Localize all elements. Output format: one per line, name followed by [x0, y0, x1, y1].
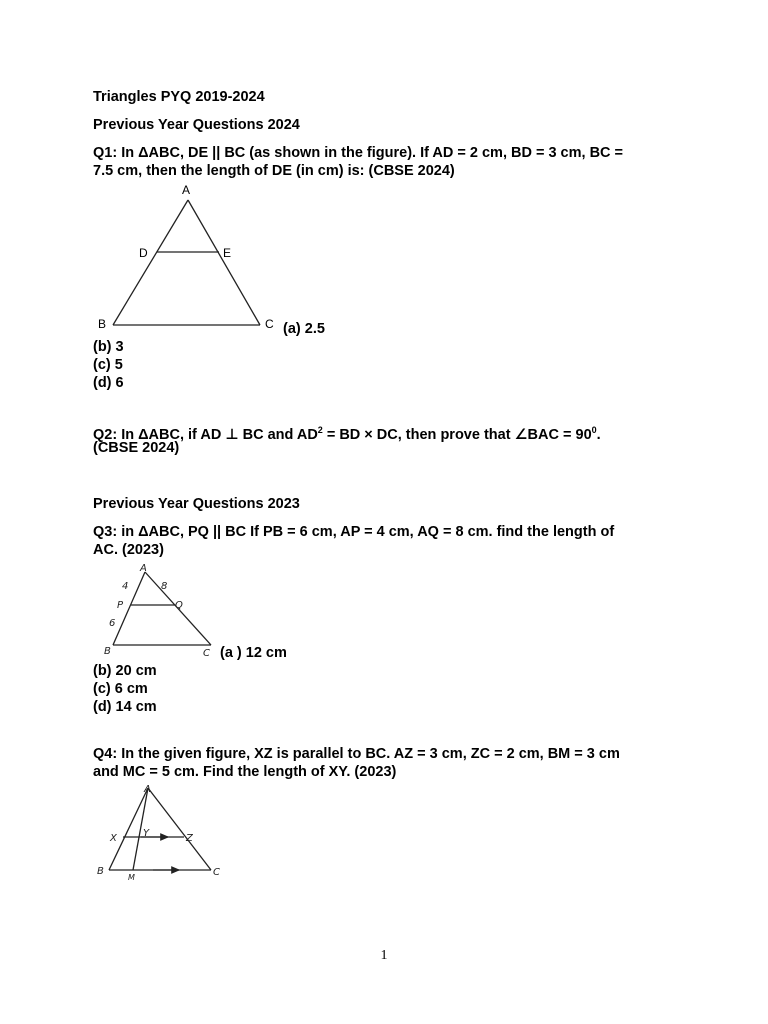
q2-text-part2: = BD × DC, then prove that ∠BAC = 90	[322, 426, 592, 443]
q4-label-c: C	[213, 867, 220, 878]
q3-text-line1: Q3: in ΔABC, PQ || BC If PB = 6 cm, AP = 4 cm, AQ = 8 cm. find the length of	[93, 524, 615, 540]
q4-text-line1: Q4: In the given figure, XZ is parallel to BC. AZ = 3 cm, ZC = 2 cm, BM = 3 cm	[93, 746, 620, 762]
q1-label-b: B	[98, 317, 107, 331]
q2-text-part1: Q2: In ΔABC, if AD ⊥ BC and AD	[93, 426, 318, 443]
q3-label-8: 8	[161, 581, 168, 592]
q2-text-part3: .	[596, 426, 601, 443]
q1-label-a: A	[182, 183, 191, 197]
q3-label-p: P	[117, 600, 124, 611]
q3-label-q: Q	[175, 600, 183, 611]
section-heading-2023: Previous Year Questions 2023	[93, 496, 300, 512]
q1-label-e: E	[223, 246, 232, 260]
q3-label-4: 4	[122, 581, 129, 592]
q4-label-m: M	[128, 873, 135, 880]
q4-text-line2: and MC = 5 cm. Find the length of XY. (2023)	[93, 764, 397, 780]
q4-label-b: B	[97, 866, 104, 877]
q3-label-a: A	[140, 563, 147, 574]
q1-text-line2: 7.5 cm, then the length of DE (in cm) is: (CBSE 2024)	[93, 163, 455, 179]
q2-text-line2: (CBSE 2024)	[93, 440, 180, 456]
q2-degree: 0	[591, 425, 597, 435]
page-number: 1	[380, 948, 388, 963]
q1-option-a: (a) 2.5	[283, 321, 325, 337]
section-heading-2024: Previous Year Questions 2024	[93, 117, 300, 133]
q1-text-line1: Q1: In ΔABC, DE || BC (as shown in the figure). If AD = 2 cm, BD = 3 cm, BC =	[93, 145, 624, 161]
q3-label-c: C	[203, 648, 210, 659]
q1-option-d: (d) 6	[93, 375, 124, 391]
q3-option-c: (c) 6 cm	[93, 681, 148, 697]
q1-option-c: (c) 5	[93, 357, 123, 373]
q4-label-y: Y	[143, 828, 150, 839]
q3-option-d: (d) 14 cm	[93, 699, 157, 715]
q4-label-x: X	[110, 833, 117, 844]
q1-option-b: (b) 3	[93, 339, 124, 355]
q3-label-b: B	[104, 646, 111, 657]
q3-label-6: 6	[109, 618, 116, 629]
q3-option-b: (b) 20 cm	[93, 663, 157, 679]
q3-figure	[93, 560, 223, 660]
q4-label-a: A	[144, 784, 151, 795]
q4-label-z: Z	[186, 833, 193, 844]
q2-superscript: 2	[317, 425, 323, 435]
q1-label-c: C	[265, 317, 274, 331]
document-title: Triangles PYQ 2019-2024	[93, 89, 265, 105]
q1-label-d: D	[139, 246, 148, 260]
q1-figure	[93, 180, 293, 338]
q3-text-line2: AC. (2023)	[93, 542, 164, 558]
q3-option-a: (a ) 12 cm	[220, 645, 287, 661]
q4-figure	[93, 780, 233, 880]
